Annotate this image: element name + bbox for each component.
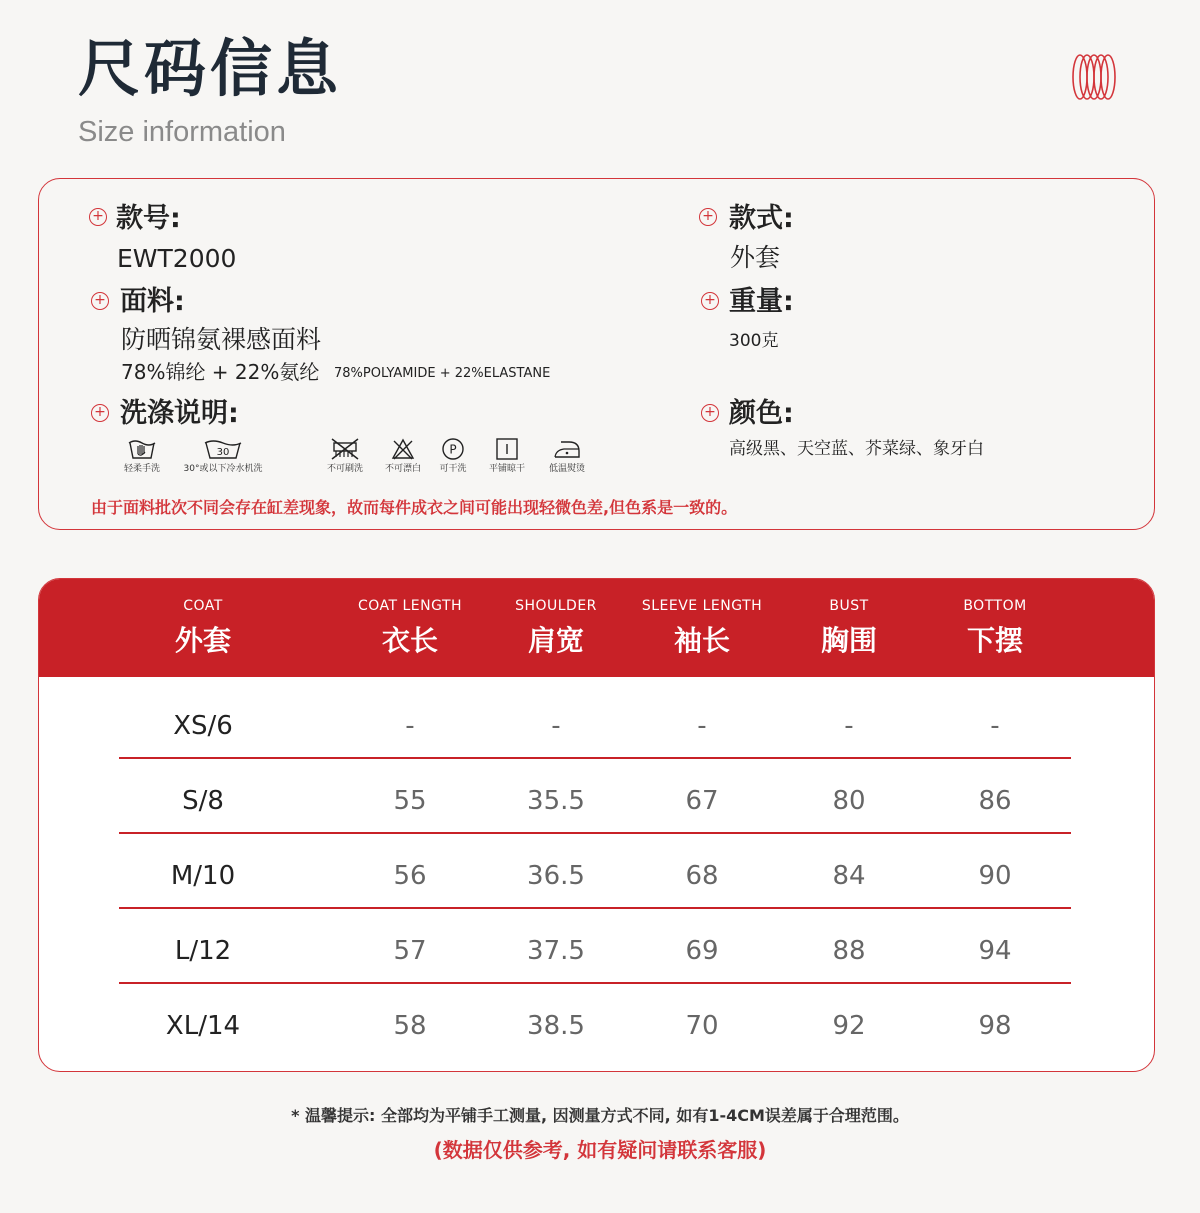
care-caption: 轻柔手洗 <box>123 464 160 474</box>
measurement-cell: - <box>405 711 415 741</box>
column-header-en: SLEEVE LENGTH <box>641 598 763 614</box>
column-header-cn: 外套 <box>174 624 231 657</box>
care-caption: 低温熨烫 <box>548 464 585 474</box>
measurement-cell: 84 <box>832 861 866 891</box>
measurement-cell: 98 <box>978 1011 1012 1041</box>
care-item <box>317 437 373 474</box>
row-divider <box>119 832 1071 834</box>
plus-circle-icon: + <box>91 404 109 422</box>
row-divider <box>119 907 1071 909</box>
plus-circle-icon: + <box>701 404 719 422</box>
measurement-cell: 57 <box>393 936 427 966</box>
dry-clean-p-icon <box>440 437 466 461</box>
weight-value: 300克 <box>729 331 779 351</box>
care-caption: 可干洗 <box>439 464 467 474</box>
measurement-cell: - <box>844 711 854 741</box>
care-caption: 平铺晾干 <box>488 464 525 474</box>
measurement-cell: - <box>697 711 707 741</box>
wash-label: 洗涤说明: <box>120 398 239 429</box>
table-row <box>39 689 1154 764</box>
column-header-cn: 肩宽 <box>527 624 584 657</box>
measurement-cell: - <box>990 711 1000 741</box>
color-label: 颜色: <box>729 398 794 429</box>
measurement-cell: 37.5 <box>527 936 585 966</box>
plus-circle-icon: + <box>699 208 717 226</box>
low-iron-icon <box>552 437 582 461</box>
care-caption: 不可漂白 <box>384 464 421 474</box>
no-bleach-icon <box>390 437 416 461</box>
measurement-cell: 38.5 <box>527 1011 585 1041</box>
measurement-cell: 92 <box>832 1011 866 1041</box>
care-caption: 不可刷洗 <box>326 464 363 474</box>
machine-wash-30-icon <box>203 437 243 461</box>
plus-circle-icon: + <box>89 208 107 226</box>
weight-label: 重量: <box>729 286 794 317</box>
table-row <box>39 764 1154 839</box>
page-title: 尺码信息 <box>78 32 343 105</box>
style-no-value: EWT2000 <box>117 244 237 273</box>
care-item <box>173 437 273 474</box>
plus-circle-icon: + <box>91 292 109 310</box>
reference-disclaimer: (数据仅供参考, 如有疑问请联系客服) <box>433 1138 767 1162</box>
measurement-cell: 69 <box>685 936 719 966</box>
fabric-composition-cn: 78%锦纶 + 22%氨纶 <box>121 360 320 384</box>
measurement-cell: 80 <box>832 786 866 816</box>
column-header-en: BUST <box>829 598 869 614</box>
measurement-cell: 68 <box>685 861 719 891</box>
fabric-value: 防晒锦氨裸感面料 <box>121 325 322 354</box>
measurement-tip: * 温馨提示: 全部均为平铺手工测量, 因测量方式不同, 如有1-4CM误差属于合理范围。 <box>291 1106 909 1125</box>
table-row <box>39 989 1154 1064</box>
column-header-en: COAT LENGTH <box>357 598 463 614</box>
size-cell: XS/6 <box>173 711 233 741</box>
measurement-cell: 86 <box>978 786 1012 816</box>
table-row <box>39 914 1154 989</box>
color-variance-note: 由于面料批次不同会存在缸差现象，故而每件成衣之间可能出现轻微色差,但色系是一致的。 <box>91 498 738 517</box>
care-item <box>377 437 429 474</box>
measurement-cell: 67 <box>685 786 719 816</box>
measurement-cell: 36.5 <box>527 861 585 891</box>
style-no-label: 款号: <box>116 203 181 234</box>
table-row <box>39 839 1154 914</box>
care-item <box>541 437 593 474</box>
column-header-cn: 衣长 <box>381 624 438 657</box>
measurement-cell: 35.5 <box>527 786 585 816</box>
size-table <box>38 578 1155 1072</box>
measurement-cell: 90 <box>978 861 1012 891</box>
column-header-cn: 胸围 <box>820 624 877 657</box>
page-subtitle: Size information <box>78 116 286 148</box>
column-header-en: BOTTOM <box>963 598 1027 614</box>
size-cell: M/10 <box>170 861 236 891</box>
color-value: 高级黑、天空蓝、芥菜绿、象牙白 <box>729 439 984 459</box>
size-cell: XL/14 <box>165 1011 241 1041</box>
rings-logo-icon <box>1068 52 1124 102</box>
column-header-en: SHOULDER <box>515 598 597 614</box>
dry-clean-letter: P <box>449 442 457 457</box>
row-divider <box>119 982 1071 984</box>
measurement-cell: 88 <box>832 936 866 966</box>
table-header <box>39 579 1154 677</box>
column-header-en: COAT <box>183 598 223 614</box>
measurement-cell: 56 <box>393 861 427 891</box>
care-caption: 30°或以下冷水机洗 <box>183 464 263 474</box>
product-info-card <box>38 178 1155 530</box>
measurement-cell: 70 <box>685 1011 719 1041</box>
plus-circle-icon: + <box>701 292 719 310</box>
flat-dry-icon <box>494 437 520 461</box>
wash-temp-text: 30 <box>216 447 230 458</box>
style-label: 款式: <box>729 203 794 234</box>
column-header-cn: 下摆 <box>966 624 1023 657</box>
measurement-cell: 94 <box>978 936 1012 966</box>
size-cell: L/12 <box>174 936 232 966</box>
no-brush-icon <box>328 437 362 461</box>
fabric-composition-en: 78%POLYAMIDE + 22%ELASTANE <box>334 366 551 381</box>
care-item <box>431 437 475 474</box>
care-item <box>117 437 167 474</box>
measurement-cell: 58 <box>393 1011 427 1041</box>
measurement-cell: - <box>551 711 561 741</box>
fabric-label: 面料: <box>120 286 185 317</box>
row-divider <box>119 757 1071 759</box>
measurement-cell: 55 <box>393 786 427 816</box>
style-value: 外套 <box>730 243 781 272</box>
care-item <box>481 437 533 474</box>
hand-wash-icon <box>127 437 157 461</box>
size-cell: S/8 <box>182 786 224 816</box>
column-header-cn: 袖长 <box>673 624 730 657</box>
